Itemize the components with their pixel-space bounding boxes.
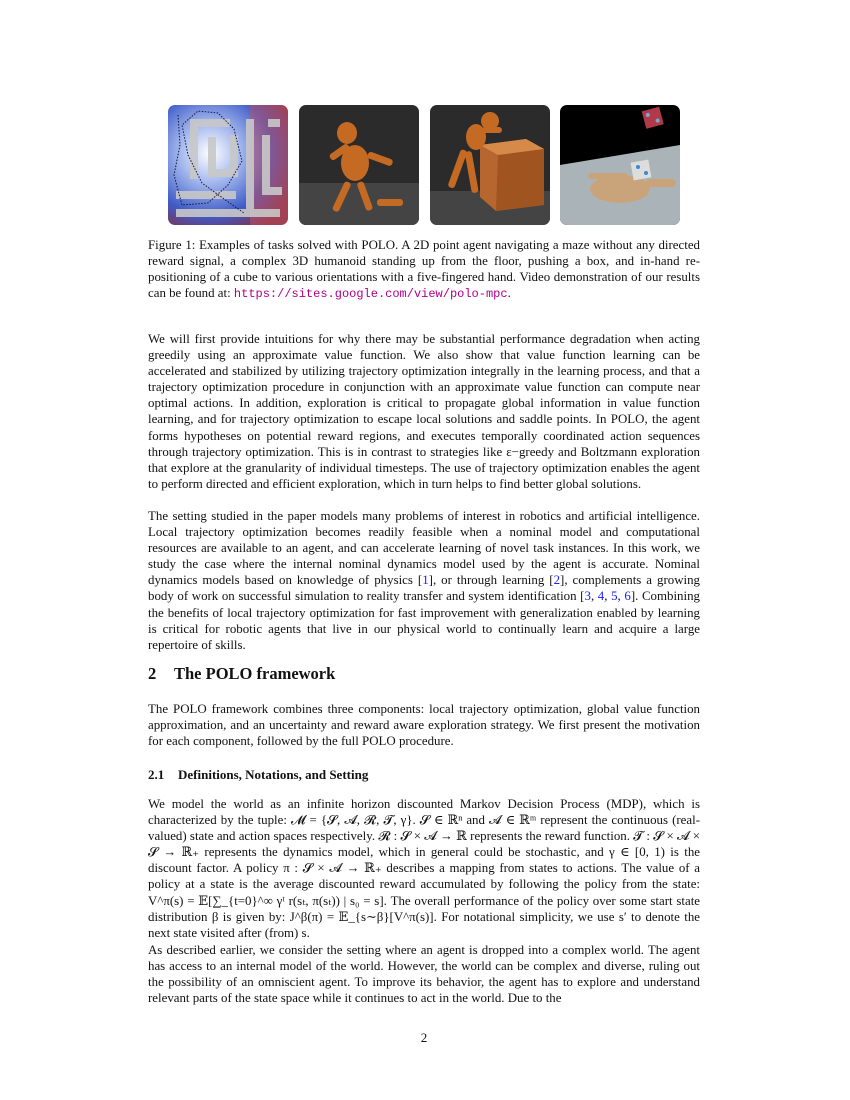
section-2-paragraph: The POLO framework combines three components: local trajectory optimization, global value function approximation, and an uncertainty and reward aware exploration strategy. We first present the motivation for each component, followed by the full POLO procedure. — [148, 702, 700, 749]
humanoid-floor-panel — [299, 105, 419, 225]
cite-4[interactable]: 4 — [597, 589, 605, 604]
humanoid-box-panel — [430, 105, 550, 225]
intro-paragraph-2: The setting studied in the paper models many problems of interest in robotics and artificial intelligence. Local trajectory optimization becomes readily feasible when a nominal model and computational resources are available to an agent, and can accelerate learning of novel task instances. In this work, we study the case where the internal nominal dynamics model used by the agent is accurate. Nominal dynamics models based on knowledge of physics [1], or through learning [2], complements a growing body of work on successful simulation to reality transfer and system identification [3, 4, 5, 6]. Combining the benefits of local trajectory optimization for fast improvement with generalization enabled by learning is critical for robotic agents that live in our physical world to continually learn and acquire a large repertoire of skills. — [148, 509, 700, 652]
figure-1 — [168, 105, 688, 225]
mdp-definition-paragraph: We model the world as an infinite horizon discounted Markov Decision Process (MDP), which is characterized by the tuple: 𝓜 = {𝓢, 𝓐, 𝓡, 𝓣, γ}. 𝓢 ∈ ℝⁿ and 𝓐 ∈ ℝᵐ represent the continuous (real-valued) state and action spaces respectively. 𝓡 : 𝓢 × 𝓐 → ℝ represents the reward function. 𝓣 : 𝓢 × 𝓐 × 𝓢 → ℝ₊ represents the dynamics model, which in general could be stochastic, and γ ∈ [0, 1) is the discount factor. A policy π : 𝓢 × 𝓐 → ℝ₊ describes a mapping from states to actions. The value of a policy at a state is the average discounted reward accumulated by following the policy from the state: V^π(s) = 𝔼[∑_{t=0}^∞ γᵗ r(sₜ, π(sₜ)) | s₀ = s]. The overall performance of the policy over some start state distribution β is given by: J^β(π) = 𝔼_{s∼β}[V^π(s)]. For notational simplicity, we use s′ to denote the next state visited after (from) s. — [148, 797, 700, 940]
hand-cube-panel — [560, 105, 680, 225]
hand-cube-image — [560, 105, 680, 225]
cite-2[interactable]: 2 — [553, 573, 561, 588]
section-2-heading — [148, 664, 335, 684]
cite-1[interactable]: 1 — [422, 573, 429, 588]
subsection-title: Definitions, Notations, and Setting — [178, 767, 369, 782]
intro-p1-text: We will first provide intuitions for why there may be substantial performance degradation when acting greedily using an approximate value function. We also show that value function learning can be accelerated and stabilized by utilizing trajectory optimization integrally in the learning process, and that a trajectory optimization procedure in conjunction with an approximate value function can compute near optimal actions. In addition, exploration is critical to propagate global information in value function learning, and for trajectory optimization to escape local solutions and saddle points. In POLO, the agent forms hypotheses on potential reward regions, and executes temporally coordinated action sequences through trajectory optimization. This is in contrast to strategies like ε−greedy and Boltzmann exploration that explore at the granularity of individual timesteps. The use of trajectory optimization enables the agent to perform directed and efficient exploration, which in turn helps to find better global solutions. — [148, 332, 700, 491]
page-number: 2 — [420, 1030, 428, 1045]
subsection-2-1-heading — [148, 767, 368, 783]
caption-label: Figure 1: — [148, 238, 196, 252]
intro-paragraph-1 — [148, 331, 700, 492]
maze-image — [168, 105, 288, 225]
caption-text: Examples of tasks solved with POLO. A 2D point agent navigating a maze without any directed reward signal, a complex 3D humanoid standing up from the floor, pushing a box, and in-hand re-positioning of a cube to various orientations with a five-fingered hand. Video demonstration of our results can be found at: — [148, 238, 700, 301]
section-title: The POLO framework — [174, 664, 336, 683]
cite-5[interactable]: 5 — [611, 589, 618, 604]
humanoid-floor-image — [299, 105, 419, 225]
section-number: 2 — [148, 664, 157, 683]
cite-6[interactable]: 6 — [624, 589, 631, 604]
humanoid-box-image — [430, 105, 550, 225]
subsection-number: 2.1 — [148, 767, 165, 782]
setting-paragraph: As described earlier, we consider the setting where an agent is dropped into a complex world. The agent has access to an internal model of the world. However, the world can be complex and diverse, ruling out the possibility of an omniscient agent. To improve its behavior, the agent has to explore and understand relevant parts of the state space while it continues to act in the world. Due to the — [148, 943, 700, 1006]
figure-caption: Figure 1: Examples of tasks solved with POLO. A 2D point agent navigating a maze without any directed reward signal, a complex 3D humanoid standing up from the floor, pushing a box, and in-hand re-positioning of a cube to various orientations with a five-fingered hand. Video demonstration of our results can be found at: https://sites.google.com/view/polo-mpc. — [148, 238, 700, 302]
maze-panel — [168, 105, 288, 225]
video-link[interactable]: https://sites.google.com/view/polo-mpc — [233, 287, 508, 302]
cite-3[interactable]: 3 — [584, 589, 591, 604]
